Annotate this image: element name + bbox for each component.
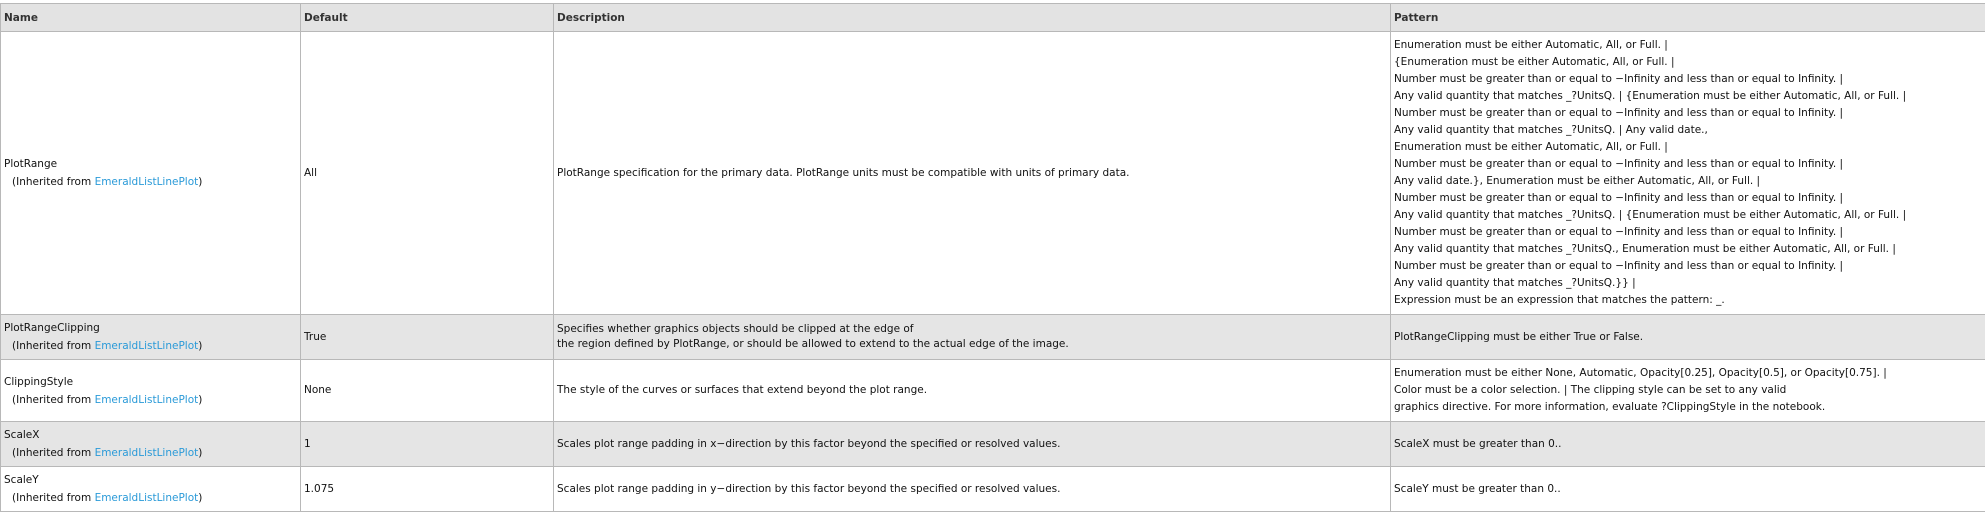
pattern-line: Any valid quantity that matches _?UnitsQ. | {Enumeration must be either Automatic, All, or Full. |: [1394, 209, 1907, 221]
description-cell: [554, 360, 1391, 422]
inherited-suffix: ): [198, 447, 203, 459]
default-value: True: [301, 315, 554, 360]
pattern-line: Any valid quantity that matches _?UnitsQ. | Any valid date.,: [1394, 124, 1708, 136]
inherited-note: [4, 489, 297, 507]
pattern-line: PlotRangeClipping must be either True or False.: [1394, 330, 1644, 343]
pattern-line: Number must be greater than or equal to −Infinity and less than or equal to Infinity. |: [1394, 73, 1844, 85]
pattern-cell: [1391, 315, 1985, 360]
inherited-prefix: (Inherited from: [12, 492, 95, 504]
inherited-prefix: (Inherited from: [12, 393, 95, 406]
inherited-from-link[interactable]: EmeraldListLinePlot: [94, 447, 199, 459]
inherited-suffix: ): [198, 393, 203, 406]
pattern-line: Enumeration must be either Automatic, All, or Full. |: [1394, 39, 1668, 51]
inherited-note: [4, 391, 297, 409]
option-name: PlotRange: [4, 158, 58, 170]
pattern-line: Number must be greater than or equal to −Infinity and less than or equal to Infinity. |: [1394, 226, 1844, 238]
description-line: the region defined by PlotRange, or should be allowed to extend to the actual edge of the image.: [557, 338, 1069, 350]
option-name-cell: [1, 360, 301, 422]
default-value: All: [301, 32, 554, 315]
table-row: [1, 422, 1985, 467]
pattern-line: Number must be greater than or equal to −Infinity and less than or equal to Infinity. |: [1394, 192, 1844, 204]
pattern-line: graphics directive. For more information, evaluate ?ClippingStyle in the notebook.: [1394, 401, 1826, 413]
default-value: None: [301, 360, 554, 422]
pattern-line: Expression must be an expression that matches the pattern: _.: [1394, 294, 1725, 306]
inherited-suffix: ): [198, 340, 203, 352]
header-row: [1, 4, 1985, 32]
description-line: PlotRange specification for the primary data. PlotRange units must be compatible with units of primary data.: [557, 166, 1130, 179]
table-row: [1, 315, 1985, 360]
pattern-line: Number must be greater than or equal to −Infinity and less than or equal to Infinity. |: [1394, 107, 1844, 119]
description-line: Scales plot range padding in x−direction by this factor beyond the specified or resolved values.: [557, 437, 1061, 450]
pattern-line: ScaleY must be greater than 0..: [1394, 482, 1561, 495]
default-value: 1.075: [301, 467, 554, 512]
option-name-cell: [1, 422, 301, 467]
inherited-note: [4, 444, 297, 462]
pattern-cell: [1391, 422, 1985, 467]
pattern-line: Number must be greater than or equal to −Infinity and less than or equal to Infinity. |: [1394, 260, 1844, 272]
options-table: [0, 3, 1985, 512]
column-header-default: Default: [301, 4, 554, 32]
pattern-cell: [1391, 467, 1985, 512]
option-name: ScaleX: [4, 429, 40, 441]
option-name: ClippingStyle: [4, 375, 74, 388]
pattern-line: Number must be greater than or equal to −Infinity and less than or equal to Infinity. |: [1394, 158, 1844, 170]
inherited-note: [4, 173, 297, 191]
description-cell: [554, 422, 1391, 467]
pattern-cell: [1391, 32, 1985, 315]
inherited-from-link[interactable]: EmeraldListLinePlot: [94, 492, 199, 504]
column-header-pattern: Pattern: [1391, 4, 1985, 32]
inherited-prefix: (Inherited from: [12, 340, 95, 352]
description-line: Specifies whether graphics objects should be clipped at the edge of: [557, 323, 914, 335]
option-name-cell: [1, 467, 301, 512]
column-header-description: Description: [554, 4, 1391, 32]
pattern-line: Enumeration must be either Automatic, All, or Full. |: [1394, 141, 1668, 153]
inherited-prefix: (Inherited from: [12, 176, 95, 188]
inherited-prefix: (Inherited from: [12, 447, 95, 459]
column-header-name: Name: [1, 4, 301, 32]
pattern-line: {Enumeration must be either Automatic, All, or Full. |: [1394, 56, 1675, 68]
description-cell: [554, 32, 1391, 315]
inherited-suffix: ): [198, 492, 203, 504]
inherited-from-link[interactable]: EmeraldListLinePlot: [94, 340, 199, 352]
pattern-line: ScaleX must be greater than 0..: [1394, 437, 1562, 450]
table-row: [1, 360, 1985, 422]
description-cell: [554, 315, 1391, 360]
description-line: The style of the curves or surfaces that extend beyond the plot range.: [557, 384, 928, 396]
pattern-line: Any valid quantity that matches _?UnitsQ. | {Enumeration must be either Automatic, All, or Full. |: [1394, 90, 1907, 102]
pattern-line: Enumeration must be either None, Automatic, Opacity[0.25], Opacity[0.5], or Opacity[0.75]. |: [1394, 367, 1887, 379]
default-value: 1: [301, 422, 554, 467]
pattern-line: Color must be a color selection. | The clipping style can be set to any valid: [1394, 384, 1787, 396]
pattern-line: Any valid quantity that matches _?UnitsQ.}} |: [1394, 277, 1636, 289]
option-name-cell: [1, 315, 301, 360]
inherited-note: [4, 337, 297, 355]
inherited-from-link[interactable]: EmeraldListLinePlot: [94, 393, 199, 406]
description-line: Scales plot range padding in y−direction by this factor beyond the specified or resolved values.: [557, 482, 1061, 495]
table-row: [1, 32, 1985, 315]
inherited-from-link[interactable]: EmeraldListLinePlot: [94, 176, 199, 188]
pattern-line: Any valid date.}, Enumeration must be either Automatic, All, or Full. |: [1394, 175, 1761, 187]
option-name: PlotRangeClipping: [4, 322, 100, 334]
table-row: [1, 467, 1985, 512]
option-name: ScaleY: [4, 474, 39, 486]
pattern-cell: [1391, 360, 1985, 422]
option-name-cell: [1, 32, 301, 315]
pattern-line: Any valid quantity that matches _?UnitsQ., Enumeration must be either Automatic, All, or Full. |: [1394, 243, 1896, 255]
inherited-suffix: ): [198, 176, 203, 188]
description-cell: [554, 467, 1391, 512]
